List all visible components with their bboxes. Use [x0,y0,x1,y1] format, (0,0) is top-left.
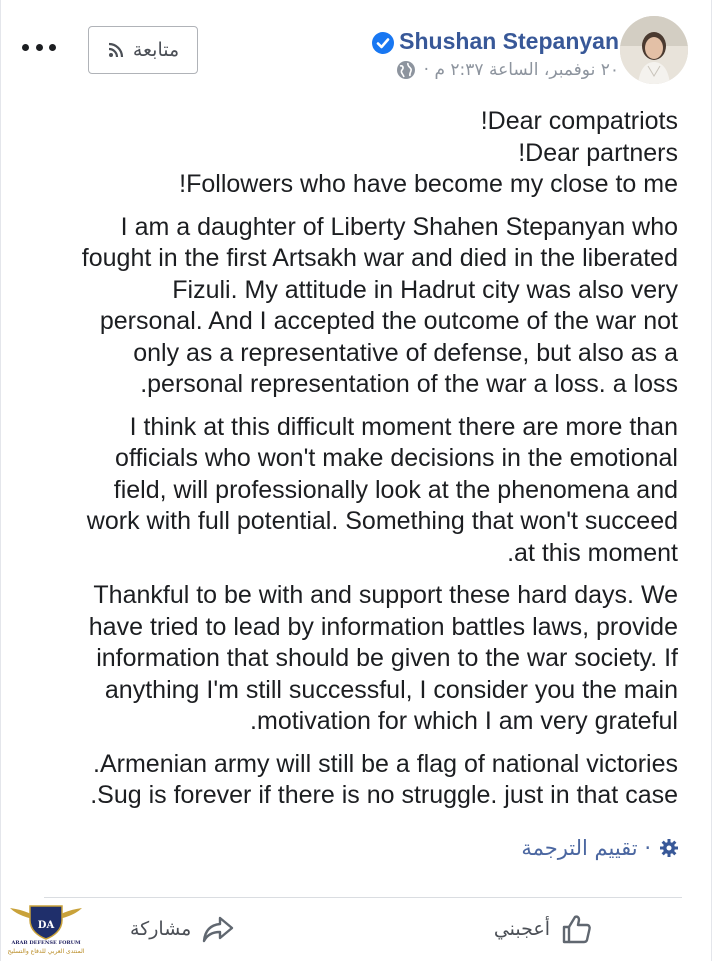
text-line: field, will professionally look at the phenomena and [113,475,678,504]
globe-icon [396,60,416,80]
text-line: I think at this difficult moment there are more than [129,412,678,441]
post-meta [396,60,619,80]
post-timestamp[interactable]: ٢٠ نوفمبر، الساعة ٢:٣٧ م · [423,60,619,80]
post-header [0,0,712,100]
text-line: only as a representative of defense, but also as a [133,338,678,367]
text-line: !Followers who have become my close to me [179,170,678,198]
more-dot [36,44,43,51]
like-button[interactable] [494,906,594,952]
text-line: personal. And I accepted the outcome of the war not [99,307,678,335]
divider [44,897,682,898]
avatar[interactable] [620,16,688,84]
avatar-image [620,16,688,84]
follow-button[interactable] [88,26,198,74]
like-label: أعجبني [493,918,550,940]
paragraph [30,212,678,401]
share-button[interactable] [130,906,235,952]
text-line: .Armenian army will still be a flag of national victories [93,749,678,778]
watermark-subtitle: المنتدى العربي للدفاع والتسليح [7,948,85,955]
text-line: information that should be given to the war society. If [96,644,678,672]
more-dot [22,44,29,51]
text-line: anything I'm still successful, I consider you the main [104,675,678,704]
rss-icon [107,41,125,59]
verified-icon [371,31,395,55]
more-dot [49,44,56,51]
text-line: !Dear compatriots [480,107,678,135]
text-line: work with full potential. Something that won't succeed [86,507,678,535]
text-line: .personal representation of the war a loss. a loss [140,370,678,398]
text-line: officials who won't make decisions in the emotional [115,444,678,472]
post-text [30,106,678,823]
paragraph [30,106,678,201]
follow-label: متابعة [132,39,180,61]
paragraph [30,749,678,812]
text-line: .at this moment [507,538,678,567]
text-line: !Dear partners [518,138,678,167]
share-label: مشاركة [130,918,192,940]
text-line: have tried to lead by information battles laws, provide [88,612,678,641]
forum-watermark [0,898,92,961]
text-line: I am a daughter of Liberty Shahen Stepanyan who [120,212,678,241]
rate-translation-link[interactable] [521,836,679,860]
gear-icon [659,838,679,858]
text-line: Thankful to be with and support these hard days. We [93,581,678,609]
text-line: .Sug is forever if there is no struggle. just in that case [90,781,678,809]
watermark-logo [0,898,92,942]
paragraph [30,580,678,738]
rate-translation-label: · تقييم الترجمة [521,836,651,860]
like-icon [560,912,594,946]
watermark-logo-text: DA [37,920,55,931]
share-icon [201,912,235,946]
more-options-button[interactable] [22,36,56,58]
text-line: Fizuli. My attitude in Hadrut city was also very [172,275,678,304]
watermark-title: ARAB DEFENSE FORUM [11,940,81,946]
paragraph [30,412,678,570]
text-line: .motivation for which I am very grateful [250,707,678,735]
text-line: fought in the first Artsakh war and died in the liberated [81,244,678,272]
author-name[interactable]: Shushan Stepanyan [399,28,619,54]
